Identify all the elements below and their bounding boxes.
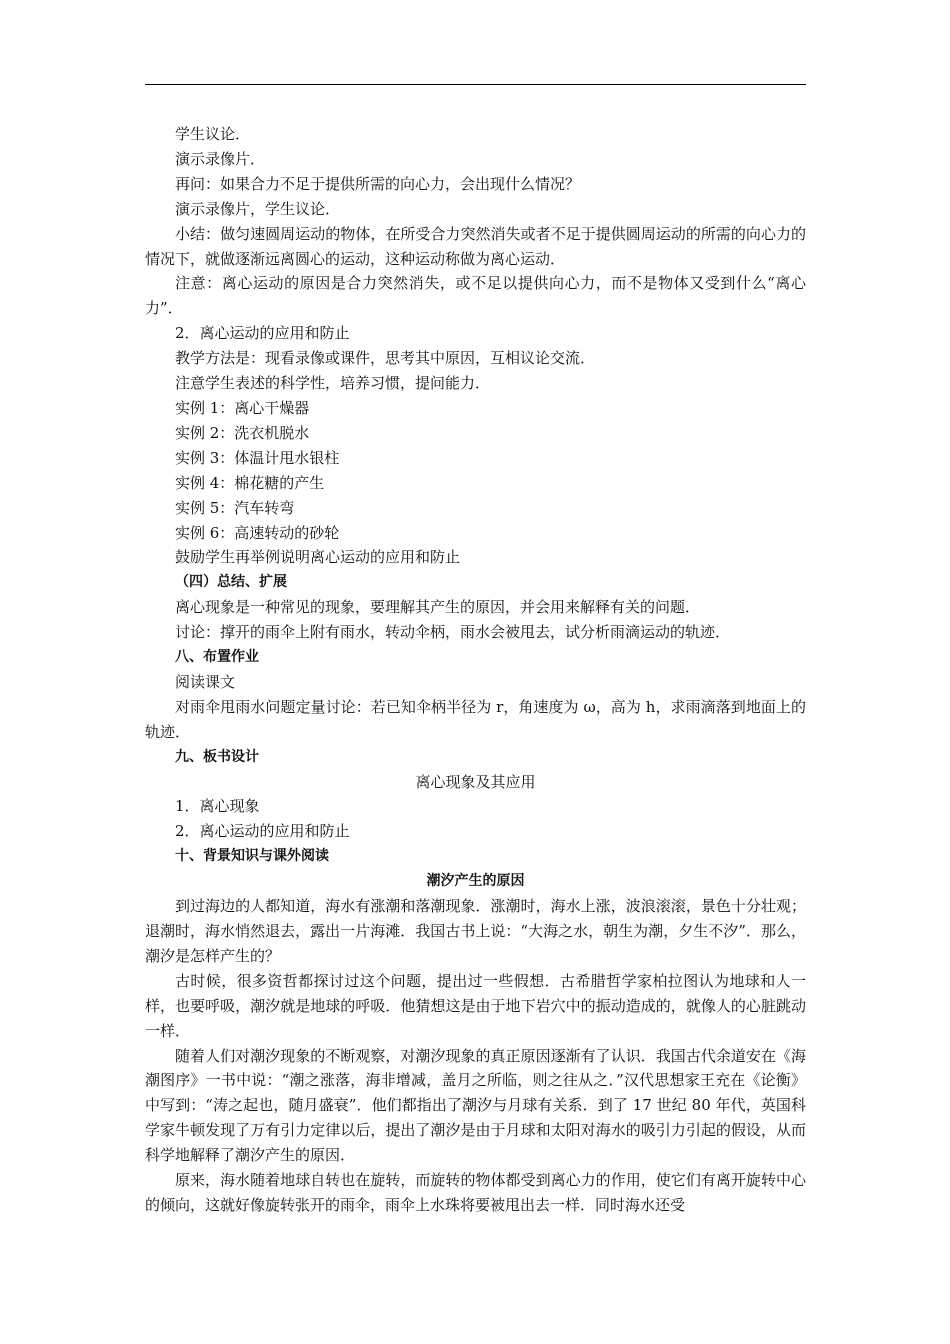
paragraph: 实例 4：棉花糖的产生 xyxy=(175,473,325,492)
paragraph: 教学方法是：现看录像或课件，思考其中原因，互相议论交流． xyxy=(175,349,596,368)
paragraph: 阅读课文 xyxy=(175,672,236,691)
paragraph: 实例 2：洗衣机脱水 xyxy=(175,423,310,442)
paragraph: 实例 3：体温计甩水银柱 xyxy=(175,448,340,467)
centered-title: 离心现象及其应用 xyxy=(415,772,536,791)
paragraph: 2．离心运动的应用和防止 xyxy=(175,324,350,343)
paragraph: 对雨伞甩雨水问题定量讨论：若已知伞柄半径为 r，角速度为 ω，高为 h，求雨滴落到地面上的轨迹． xyxy=(145,697,806,741)
paragraph: 原来，海水随着地球自转也在旋转，而旋转的物体都受到离心力的作用，使它们有离开旋转中心的倾向，这就好像旋转张开的雨伞，雨伞上水珠将要被甩出去一样．同时海水还受 xyxy=(145,1171,806,1214)
header-rule xyxy=(145,84,806,85)
paragraph: 演示录像片，学生议论． xyxy=(175,199,341,218)
paragraph: 学生议论． xyxy=(175,125,251,143)
centered-title: 潮汐产生的原因 xyxy=(426,873,525,890)
paragraph: 1．离心现象 xyxy=(175,797,260,816)
paragraph: 再问：如果合力不足于提供所需的向心力，会出现什么情况？ xyxy=(175,174,581,193)
paragraph: 注意：离心运动的原因是合力突然消失，或不足以提供向心力，而不是物体又受到什么“离心力”． xyxy=(145,274,806,318)
paragraph: 实例 5：汽车转弯 xyxy=(175,498,295,517)
section-heading: （四）总结、扩展 xyxy=(175,574,287,591)
paragraph: 2．离心运动的应用和防止 xyxy=(175,822,350,841)
document-body xyxy=(145,122,806,1218)
paragraph: 离心现象是一种常见的现象，要理解其产生的原因，并会用来解释有关的问题． xyxy=(175,598,701,617)
paragraph: 到过海边的人都知道，海水有涨潮和落潮现象．涨潮时，海水上涨，波浪滚滚，景色十分壮观；退潮时，海水悄然退去，露出一片海滩．我国古书上说：“大海之水，朝生为潮，夕生不汐”．那么，潮汐是怎样产生的？ xyxy=(145,897,806,965)
paragraph: 小结：做匀速圆周运动的物体，在所受合力突然消失或者不足于提供圆周运动的所需的向心力的情况下，就做逐渐远离圆心的运动，这种运动称做为离心运动． xyxy=(145,224,806,268)
paragraph: 实例 6：高速转动的砂轮 xyxy=(175,523,340,542)
section-heading: 九、板书设计 xyxy=(175,748,259,765)
paragraph: 鼓励学生再举例说明离心运动的应用和防止 xyxy=(175,548,461,567)
paragraph: 讨论：撑开的雨伞上附有雨水，转动伞柄，雨水会被甩去，试分析雨滴运动的轨迹． xyxy=(175,623,731,642)
section-heading: 八、布置作业 xyxy=(175,649,259,666)
paragraph: 随着人们对潮汐现象的不断观察，对潮汐现象的真正原因逐渐有了认识．我国古代余道安在《海潮图序》一书中说：“潮之涨落，海非增减，盖月之所临，则之往从之．”汉代思想家王充在《论衡》中写到：“涛之起也，随月盛衰”．他们都指出了潮汐与月球有关系．到了 17 世纪 80 年代，英国科学家牛顿发现了万有引力定律以后，提出了潮汐是由于月球和太阳对海水的吸引力引起的假设，从而科学地解释了潮汐产生的原因． xyxy=(145,1046,806,1165)
paragraph: 实例 1：离心干燥器 xyxy=(175,398,310,417)
section-heading: 十、背景知识与课外阅读 xyxy=(175,848,329,865)
paragraph: 注意学生表述的科学性，培养习惯，提问能力． xyxy=(175,374,491,393)
paragraph: 演示录像片． xyxy=(175,149,266,168)
paragraph: 古时候，很多资哲都探讨过这个问题，提出过一些假想．古希腊哲学家柏拉图认为地球和人一样，也要呼吸，潮汐就是地球的呼吸．他猜想这是由于地下岩穴中的振动造成的，就像人的心脏跳动一样． xyxy=(145,971,806,1040)
